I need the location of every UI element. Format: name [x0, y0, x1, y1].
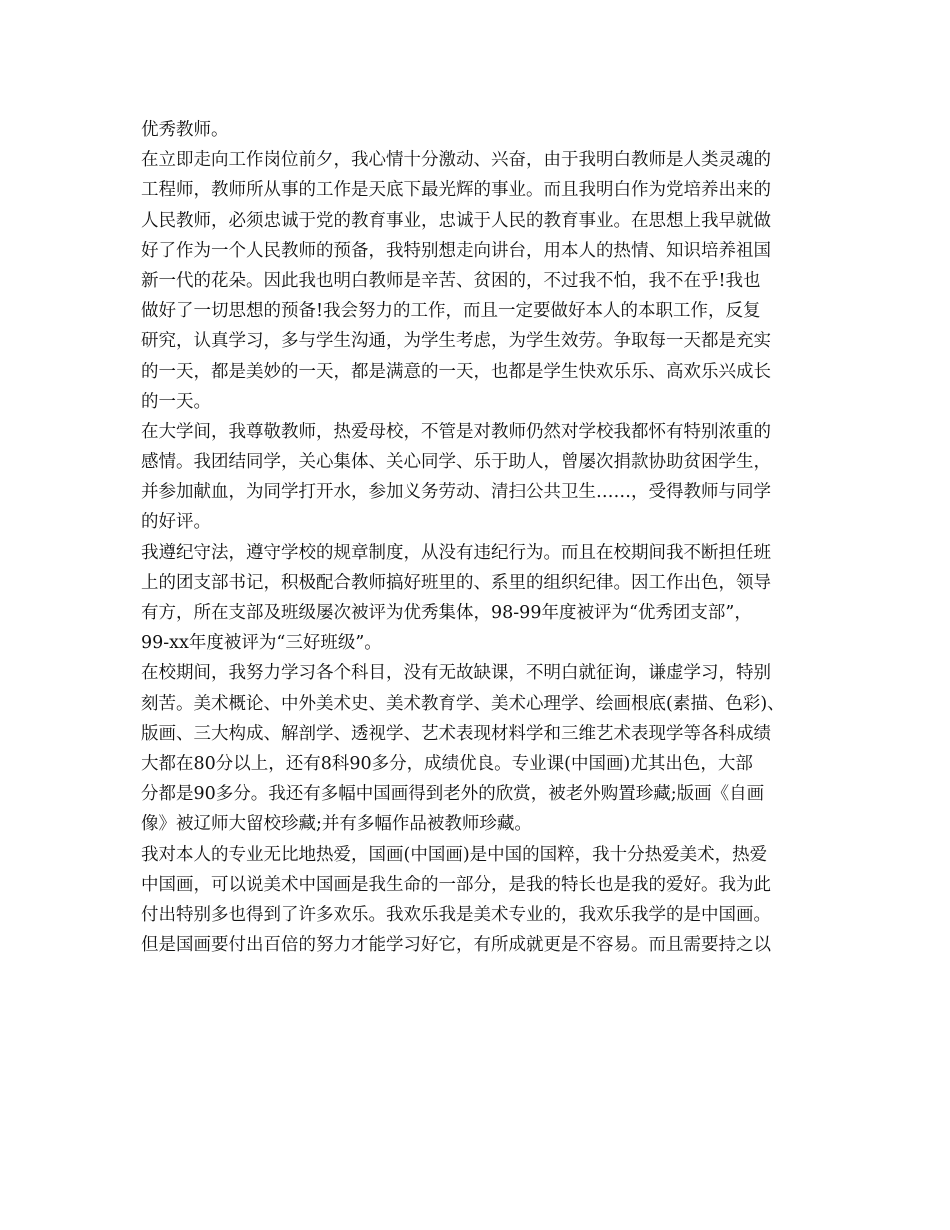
text-line: 好了作为一个人民教师的预备，我特别想走向讲台，用本人的热情、知识培养祖国	[141, 240, 771, 261]
text-line: 99-xx年度被评为“三好班级”。	[141, 633, 382, 654]
text-line: 上的团支部书记，积极配合教师搞好班里的、系里的组织纪律。因工作出色，领导	[141, 572, 771, 593]
text-line: 的好评。	[141, 512, 211, 533]
text-line: 新一代的花朵。因此我也明白教师是辛苦、贫困的，不过我不怕，我不在乎!我也	[141, 270, 761, 291]
text-line: 在校期间，我努力学习各个科目，没有无故缺课，不明白就征询，谦虚学习，特别	[141, 663, 771, 684]
text-line: 我对本人的专业无比地热爱，国画(中国画)是中国的国粹，我十分热爱美术，热爱	[141, 844, 768, 865]
text-line: 研究，认真学习，多与学生沟通，为学生考虑，为学生效劳。争取每一天都是充实	[141, 331, 771, 352]
text-line: 大都在80分以上，还有8科90多分，成绩优良。专业课(中国画)尤其出色，大部	[141, 753, 753, 774]
text-line: 的一天。	[141, 391, 211, 412]
text-line: 付出特别多也得到了许多欢乐。我欢乐我是美术专业的，我欢乐我学的是中国画。	[141, 904, 771, 925]
text-line: 像》被辽师大留校珍藏;并有多幅作品被教师珍藏。	[141, 814, 532, 835]
text-line: 中国画，可以说美术中国画是我生命的一部分，是我的特长也是我的爱好。我为此	[141, 874, 771, 895]
text-line: 我遵纪守法，遵守学校的规章制度，从没有违纪行为。而且在校期间我不断担任班	[141, 542, 771, 563]
body-text	[141, 115, 821, 960]
text-line: 版画、三大构成、解剖学、透视学、艺术表现材料学和三维艺术表现学等各科成绩	[141, 723, 771, 744]
text-line: 并参加献血，为同学打开水，参加义务劳动、清扫公共卫生……，受得教师与同学	[141, 482, 771, 503]
text-line: 但是国画要付出百倍的努力才能学习好它，有所成就更是不容易。而且需要持之以	[141, 935, 771, 956]
text-line: 有方，所在支部及班级屡次被评为优秀集体，98-99年度被评为“优秀团支部”，	[141, 603, 752, 623]
text-line: 人民教师，必须忠诚于党的教育事业，忠诚于人民的教育事业。在思想上我早就做	[141, 210, 771, 231]
text-line: 刻苦。美术概论、中外美术史、美术教育学、美术心理学、绘画根底(素描、色彩)、	[141, 693, 785, 714]
text-line: 做好了一切思想的预备!我会努力的工作，而且一定要做好本人的本职工作，反复	[141, 301, 761, 322]
text-line: 的一天，都是美妙的一天，都是满意的一天，也都是学生快欢乐乐、高欢乐兴成长	[141, 361, 771, 382]
text-line: 分都是90多分。我还有多幅中国画得到老外的欣赏，被老外购置珍藏;版画《自画	[141, 784, 765, 805]
text-line: 工程师，教师所从事的工作是天底下最光辉的事业。而且我明白作为党培养出来的	[141, 180, 771, 201]
text-line: 感情。我团结同学，关心集体、关心同学、乐于助人，曾屡次捐款协助贫困学生，	[141, 452, 771, 473]
text-line: 在大学间，我尊敬教师，热爱母校，不管是对教师仍然对学校我都怀有特别浓重的	[141, 421, 771, 442]
text-line: 在立即走向工作岗位前夕，我心情十分激动、兴奋，由于我明白教师是人类灵魂的	[141, 150, 771, 171]
text-line: 优秀教师。	[141, 120, 229, 140]
